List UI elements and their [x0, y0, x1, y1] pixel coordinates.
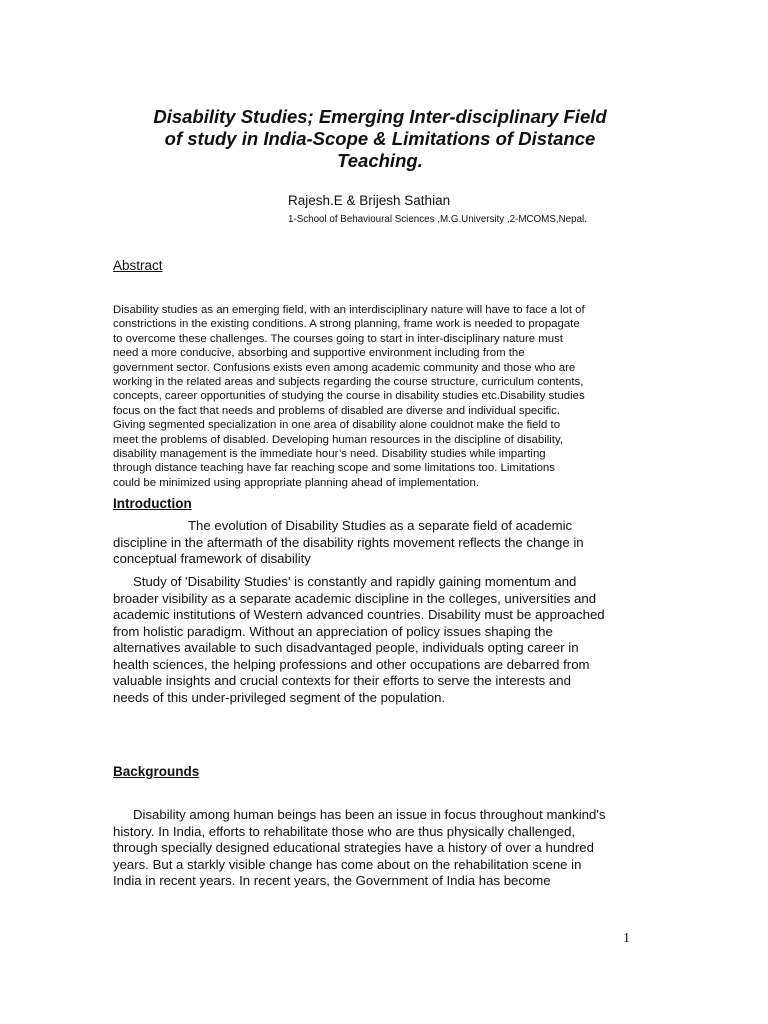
paragraph-line: conceptual framework of disability: [113, 551, 311, 566]
abstract-line: Disability studies as an emerging field, with an interdisciplinary nature will have to face a lot of: [113, 304, 585, 316]
paragraph-line: valuable insights and crucial contexts for their efforts to serve the interests and: [113, 673, 571, 688]
abstract-line: Giving segmented specialization in one area of disability alone couldnot make the field to: [113, 419, 561, 432]
title-line-1: Disability Studies; Emerging Inter-disciplinary Field: [153, 106, 607, 127]
abstract-line: to overcome these challenges. The courses going to start in inter-disciplinary nature must: [113, 332, 563, 345]
paragraph-line: through specially designed educational strategies have a history of over a hundred: [113, 840, 594, 855]
page-number: 1: [623, 931, 630, 946]
abstract-line: constrictions in the existing conditions. A strong planning, frame work is needed to propagate: [113, 318, 580, 331]
title-line-3: Teaching.: [337, 150, 423, 171]
paragraph-line: discipline in the aftermath of the disability rights movement reflects the change in: [113, 534, 584, 550]
abstract-line: disability management is the immediate hour’s need. Disability studies while imparting: [113, 448, 546, 461]
abstract-line: government sector. Confusions exists even among academic community and those who are: [113, 361, 576, 374]
introduction-heading: Introduction: [113, 496, 192, 511]
paragraph-line: health sciences, the helping professions and other occupations are debarred from: [113, 656, 590, 672]
abstract-line: concepts, career opportunities of studying the course in disability studies etc.Disability studies: [113, 390, 585, 403]
abstract-heading: Abstract: [113, 258, 163, 273]
abstract-line: meet the problems of disabled. Developing human resources in the discipline of disability,: [113, 433, 563, 446]
abstract-line: focus on the fact that needs and problems of disabled are diverse and individual specific.: [113, 404, 561, 417]
backgrounds-paragraph: [113, 807, 638, 890]
paragraph-line: needs of this under-privileged segment of the population.: [113, 689, 446, 705]
paragraph-line: broader visibility as a separate academic discipline in the colleges, universities and: [113, 590, 597, 606]
abstract-line: through distance teaching have far reaching scope and some limitations too. Limitations: [113, 462, 555, 475]
paper-title: [112, 106, 648, 172]
paragraph-line: years. But a starkly visible change has come about on the rehabilitation scene in: [113, 856, 582, 872]
abstract-line: need a more conducive, absorbing and supportive environment including from the: [113, 347, 525, 360]
introduction-paragraph-2: [113, 574, 638, 706]
affiliation: 1-School of Behavioural Sciences ,M.G.University ,2-MCOMS,Nepal.: [288, 214, 587, 225]
abstract-body: [113, 303, 638, 490]
paragraph-line: India in recent years. In recent years, the Government of India has become: [113, 873, 551, 888]
paragraph-line: history. In India, efforts to rehabilitate those who are thus physically challenged,: [113, 823, 576, 839]
paragraph-line: Study of 'Disability Studies' is constantly and rapidly gaining momentum and: [133, 574, 577, 589]
introduction-paragraph-1: [113, 518, 638, 568]
title-line-2: of study in India-Scope & Limitations of Distance: [164, 128, 596, 149]
paragraph-line: Disability among human beings has been an issue in focus throughout mankind's: [133, 807, 606, 822]
paragraph-line: academic institutions of Western advanced countries. Disability must be approached: [113, 607, 605, 622]
paragraph-line: alternatives available to such disadvantaged people, individuals opting career in: [113, 640, 579, 655]
paragraph-line: The evolution of Disability Studies as a separate field of academic: [188, 518, 573, 533]
authors: Rajesh.E & Brijesh Sathian: [288, 193, 451, 208]
paragraph-line: from holistic paradigm. Without an appreciation of policy issues shaping the: [113, 623, 553, 639]
abstract-line: working in the related areas and subjects regarding the course structure, curriculum contents,: [113, 376, 584, 389]
abstract-line: could be minimized using appropriate planning ahead of implementation.: [113, 476, 479, 489]
backgrounds-heading: Backgrounds: [113, 764, 200, 779]
